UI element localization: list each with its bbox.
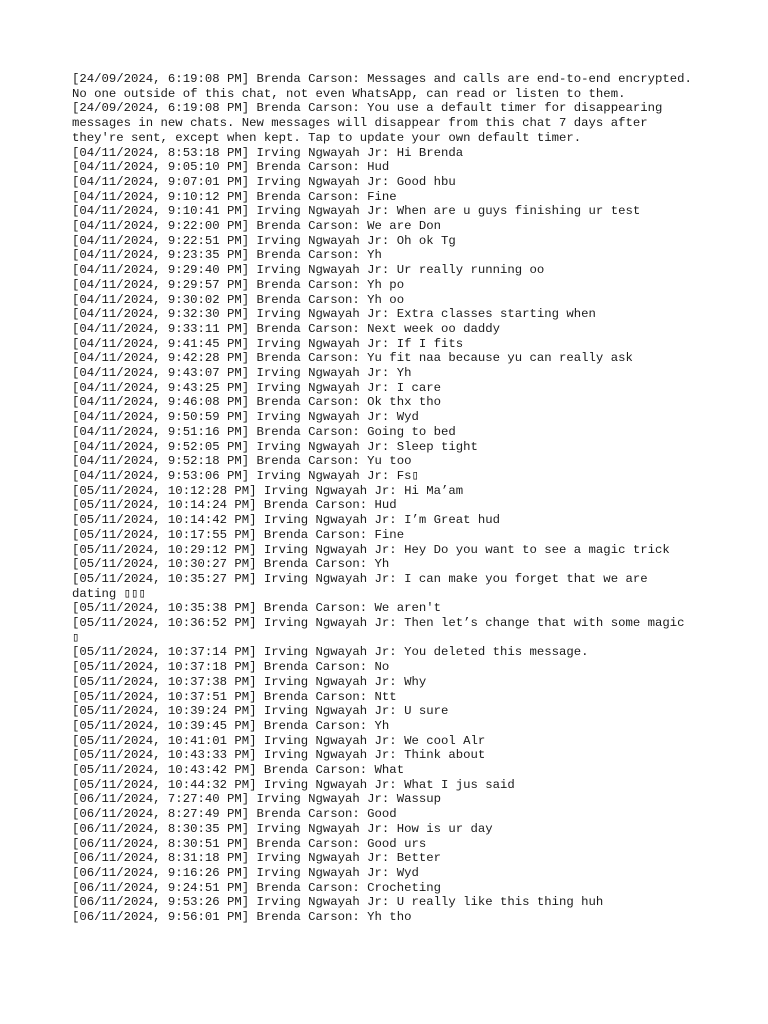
message-line: [24/09/2024, 6:19:08 PM] Brenda Carson: Messages and calls are end-to-end encrypted. No one outside of this chat, not even WhatsApp, can read or listen to them. (72, 72, 700, 101)
message-line: [05/11/2024, 10:37:14 PM] Irving Ngwayah Jr: You deleted this message. (72, 645, 589, 660)
message-line: [04/11/2024, 9:41:45 PM] Irving Ngwayah Jr: If I fits (72, 336, 464, 351)
message-line: [06/11/2024, 7:27:40 PM] Irving Ngwayah Jr: Wassup (72, 792, 441, 807)
message-line: [05/11/2024, 10:14:42 PM] Irving Ngwayah Jr: I’m Great hud (72, 513, 501, 528)
message-line: [04/11/2024, 9:53:06 PM] Irving Ngwayah Jr: Fs▯ (72, 468, 419, 483)
message-line: [05/11/2024, 10:37:38 PM] Irving Ngwayah Jr: Why (72, 674, 427, 689)
message-line: [06/11/2024, 9:16:26 PM] Irving Ngwayah Jr: Wyd (72, 865, 419, 880)
message-line: [06/11/2024, 8:31:18 PM] Irving Ngwayah Jr: Better (72, 851, 441, 866)
message-line: [05/11/2024, 10:12:28 PM] Irving Ngwayah Jr: Hi Ma’am (72, 483, 464, 498)
message-line: [04/11/2024, 8:53:18 PM] Irving Ngwayah Jr: Hi Brenda (72, 145, 464, 160)
message-line: [05/11/2024, 10:39:24 PM] Irving Ngwayah Jr: U sure (72, 704, 449, 719)
message-line: [04/11/2024, 9:22:51 PM] Irving Ngwayah Jr: Oh ok Tg (72, 233, 456, 248)
message-line: [04/11/2024, 9:10:12 PM] Brenda Carson: Fine (72, 189, 397, 204)
message-line: [24/09/2024, 6:19:08 PM] Brenda Carson: You use a default timer for disappearing messages in new chats. New messages will disappear from this chat 7 days after they're sent, except when kept. Tap to update your own default timer. (72, 101, 670, 145)
message-line: [04/11/2024, 9:10:41 PM] Irving Ngwayah Jr: When are u guys finishing ur test (72, 204, 641, 219)
message-line: [05/11/2024, 10:35:27 PM] Irving Ngwayah Jr: I can make you forget that we are dating ▯▯▯ (72, 571, 655, 601)
message-line: [05/11/2024, 10:39:45 PM] Brenda Carson: Yh (72, 718, 390, 733)
message-line: [04/11/2024, 9:05:10 PM] Brenda Carson: Hud (72, 160, 390, 175)
message-line: [04/11/2024, 9:52:18 PM] Brenda Carson: Yu too (72, 454, 412, 469)
message-line: [05/11/2024, 10:43:42 PM] Brenda Carson: What (72, 763, 405, 778)
message-line: [06/11/2024, 9:24:51 PM] Brenda Carson: Crocheting (72, 880, 441, 895)
message-line: [06/11/2024, 8:27:49 PM] Brenda Carson: Good (72, 807, 397, 822)
message-line: [04/11/2024, 9:52:05 PM] Irving Ngwayah Jr: Sleep tight (72, 439, 478, 454)
message-line: [05/11/2024, 10:29:12 PM] Irving Ngwayah Jr: Hey Do you want to see a magic trick (72, 542, 670, 557)
message-line: [04/11/2024, 9:29:40 PM] Irving Ngwayah Jr: Ur really running oo (72, 263, 545, 278)
message-line: [05/11/2024, 10:37:18 PM] Brenda Carson: No (72, 660, 390, 675)
message-line: [06/11/2024, 8:30:35 PM] Irving Ngwayah Jr: How is ur day (72, 821, 493, 836)
message-line: [04/11/2024, 9:07:01 PM] Irving Ngwayah Jr: Good hbu (72, 174, 456, 189)
message-line: [04/11/2024, 9:46:08 PM] Brenda Carson: Ok thx tho (72, 395, 441, 410)
message-line: [04/11/2024, 9:30:02 PM] Brenda Carson: Yh oo (72, 292, 405, 307)
message-line: [05/11/2024, 10:44:32 PM] Irving Ngwayah Jr: What I jus said (72, 777, 515, 792)
message-line: [04/11/2024, 9:51:16 PM] Brenda Carson: Going to bed (72, 424, 456, 439)
message-line: [04/11/2024, 9:50:59 PM] Irving Ngwayah Jr: Wyd (72, 410, 419, 425)
message-line: [05/11/2024, 10:17:55 PM] Brenda Carson: Fine (72, 527, 405, 542)
message-line: [05/11/2024, 10:36:52 PM] Irving Ngwayah Jr: Then let’s change that with some magic ▯ (72, 616, 692, 645)
message-line: [04/11/2024, 9:42:28 PM] Brenda Carson: Yu fit naa because yu can really ask (72, 351, 633, 366)
chat-transcript (72, 72, 698, 925)
message-line: [05/11/2024, 10:41:01 PM] Irving Ngwayah Jr: We cool Alr (72, 733, 486, 748)
message-line: [04/11/2024, 9:23:35 PM] Brenda Carson: Yh (72, 248, 382, 263)
message-line: [06/11/2024, 9:53:26 PM] Irving Ngwayah Jr: U really like this thing huh (72, 895, 604, 910)
message-line: [05/11/2024, 10:30:27 PM] Brenda Carson: Yh (72, 557, 390, 572)
message-line: [05/11/2024, 10:14:24 PM] Brenda Carson: Hud (72, 498, 397, 513)
message-line: [06/11/2024, 8:30:51 PM] Brenda Carson: Good urs (72, 836, 427, 851)
message-line: [04/11/2024, 9:29:57 PM] Brenda Carson: Yh po (72, 277, 405, 292)
message-line: [05/11/2024, 10:43:33 PM] Irving Ngwayah Jr: Think about (72, 748, 486, 763)
message-line: [06/11/2024, 9:56:01 PM] Brenda Carson: Yh tho (72, 910, 412, 925)
message-line: [04/11/2024, 9:43:25 PM] Irving Ngwayah Jr: I care (72, 380, 441, 395)
message-line: [04/11/2024, 9:32:30 PM] Irving Ngwayah Jr: Extra classes starting when (72, 307, 596, 322)
message-line: [05/11/2024, 10:37:51 PM] Brenda Carson: Ntt (72, 689, 397, 704)
message-line: [04/11/2024, 9:22:00 PM] Brenda Carson: We are Don (72, 219, 441, 234)
message-line: [05/11/2024, 10:35:38 PM] Brenda Carson: We aren't (72, 601, 441, 616)
message-line: [04/11/2024, 9:43:07 PM] Irving Ngwayah Jr: Yh (72, 366, 412, 381)
message-line: [04/11/2024, 9:33:11 PM] Brenda Carson: Next week oo daddy (72, 321, 501, 336)
